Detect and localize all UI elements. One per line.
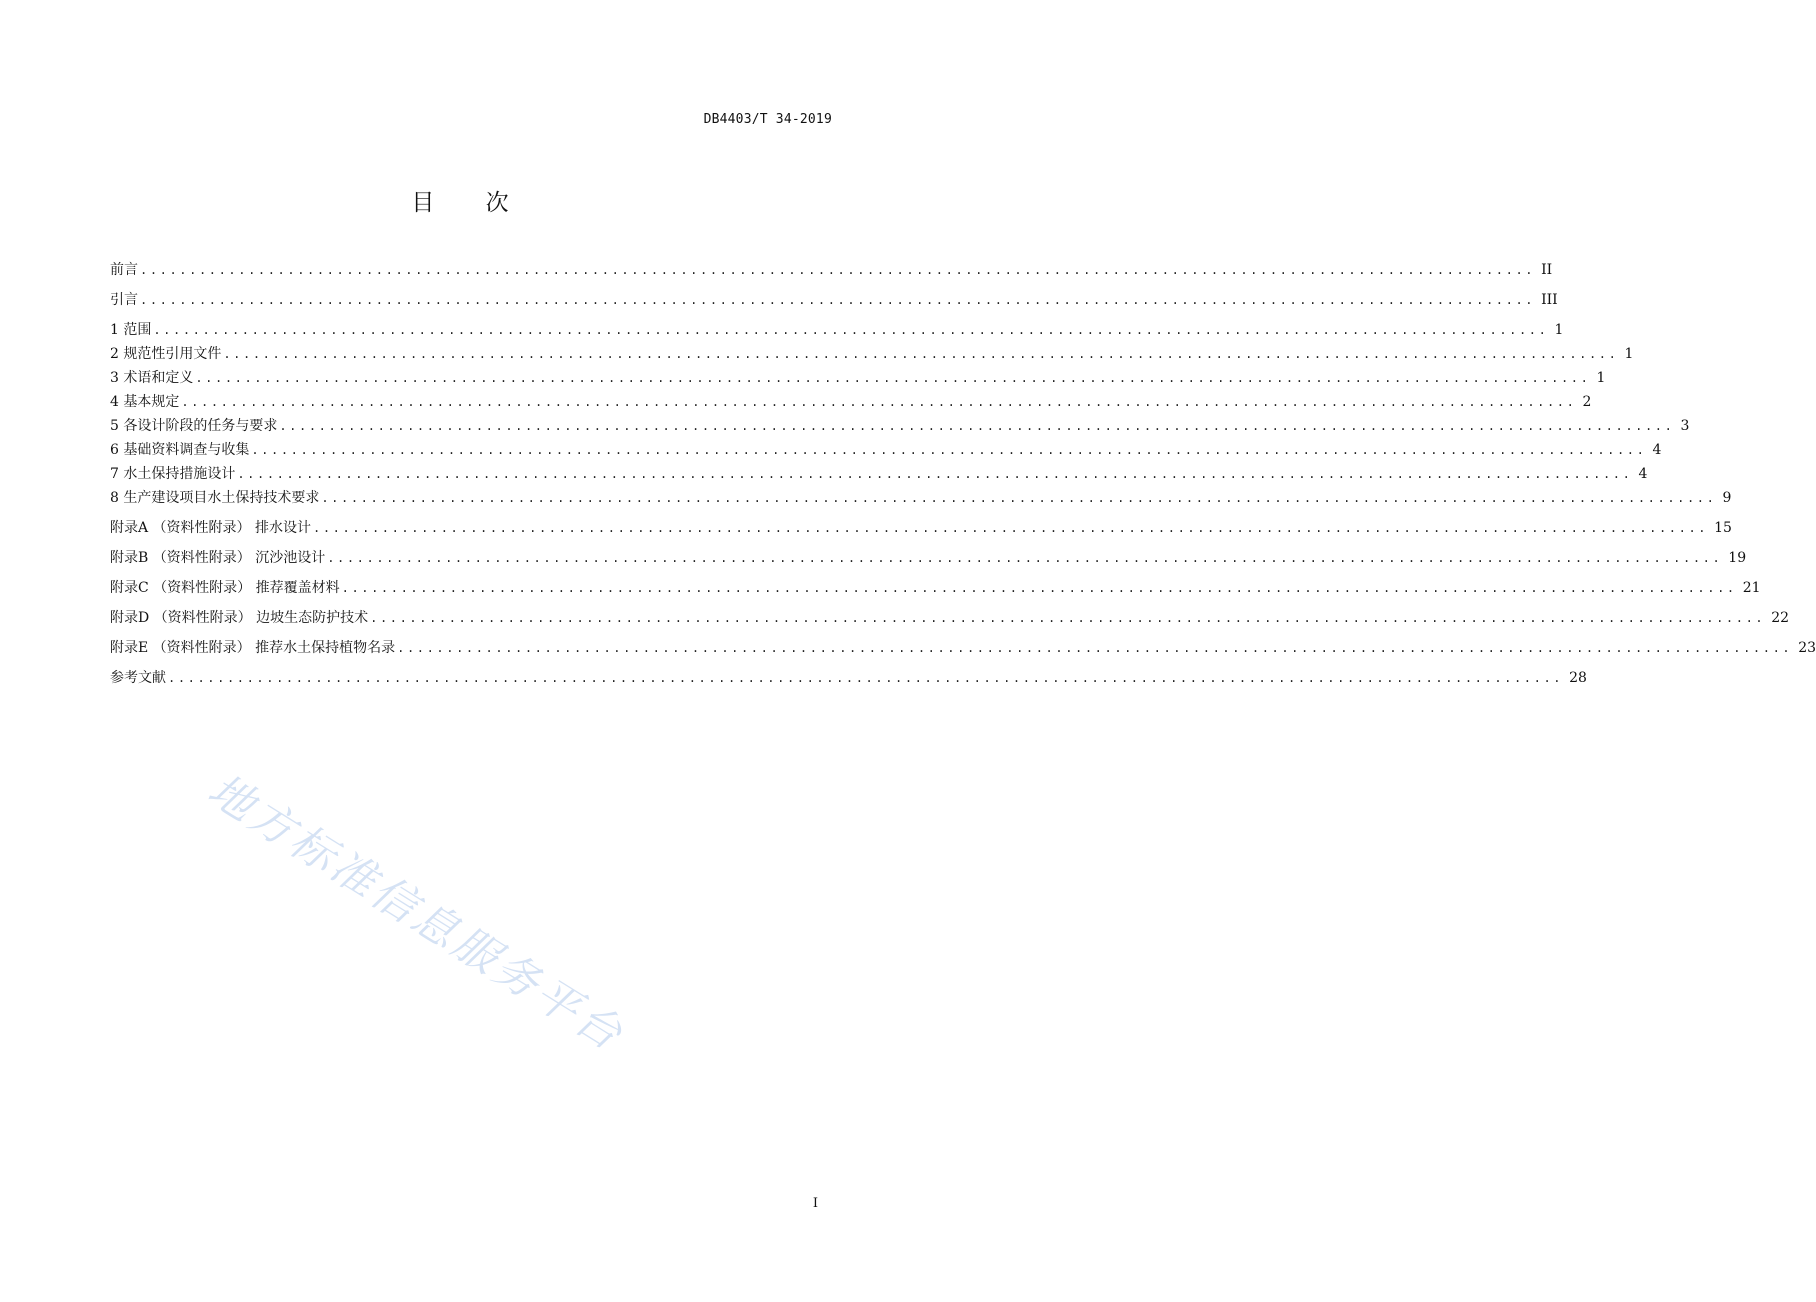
toc-entry-label: 6 基础资料调查与收集: [110, 442, 250, 458]
toc-entry-page: 19: [1728, 550, 1747, 566]
dot-leader: ..............................................................................................................................................: [251, 443, 1647, 457]
toc-entry-label: 附录D （资料性附录） 边坡生态防护技术: [110, 610, 369, 626]
toc-entry-page: 1: [1554, 322, 1564, 338]
toc-entry-label: 4 基本规定: [110, 394, 180, 410]
toc-entry-label: 附录A （资料性附录） 排水设计: [110, 520, 312, 536]
toc-title: 目 次: [411, 190, 531, 216]
page-number: I: [812, 1196, 818, 1211]
toc-entry-label: 附录C （资料性附录） 推荐覆盖材料: [110, 580, 340, 596]
dot-leader: ..............................................................................................................................................: [397, 641, 1793, 655]
watermark: 地方标准信息服务平台: [199, 764, 634, 1062]
toc-entry-appendix-b[interactable]: [110, 546, 1747, 570]
toc-entry-technical-requirements[interactable]: [110, 486, 1732, 510]
toc-entry-conservation-measures[interactable]: [110, 462, 1648, 486]
toc-entry-label: 附录E （资料性附录） 推荐水土保持植物名录: [110, 640, 396, 656]
toc-entry-page: 1: [1596, 370, 1606, 386]
dot-leader: ..............................................................................................................................................: [168, 671, 1564, 685]
toc-entry-page: 4: [1652, 442, 1662, 458]
toc-entry-page: 9: [1722, 490, 1732, 506]
toc-entry-appendix-d[interactable]: [110, 606, 1790, 630]
toc-entry-foreword[interactable]: [110, 258, 1553, 282]
dot-leader: ..............................................................................................................................................: [370, 611, 1766, 625]
toc-entry-appendix-c[interactable]: [110, 576, 1761, 600]
toc-entry-label: 引言: [110, 292, 138, 308]
dot-leader: ..............................................................................................................................................: [140, 293, 1536, 307]
toc-entry-label: 7 水土保持措施设计: [110, 466, 236, 482]
dot-leader: ..............................................................................................................................................: [153, 323, 1549, 337]
toc-entry-label: 8 生产建设项目水土保持技术要求: [110, 490, 320, 506]
dot-leader: ..............................................................................................................................................: [223, 347, 1619, 361]
dot-leader: ..............................................................................................................................................: [181, 395, 1577, 409]
toc-entry-appendix-e[interactable]: [110, 636, 1816, 660]
toc-entry-data-investigation[interactable]: [110, 438, 1662, 462]
toc-entry-page: 4: [1638, 466, 1648, 482]
toc-entry-introduction[interactable]: [110, 288, 1558, 312]
toc-entry-page: 2: [1582, 394, 1592, 410]
dot-leader: ..............................................................................................................................................: [140, 263, 1536, 277]
toc-entry-page: 21: [1742, 580, 1761, 596]
toc-entry-label: 5 各设计阶段的任务与要求: [110, 418, 278, 434]
toc-entry-bibliography[interactable]: [110, 666, 1587, 690]
toc-entry-basic-provisions[interactable]: [110, 390, 1592, 414]
toc-entry-page: 23: [1798, 640, 1816, 656]
toc-entry-page: II: [1541, 262, 1553, 278]
toc-entry-page: 3: [1680, 418, 1690, 434]
toc-entry-label: 前言: [110, 262, 138, 278]
toc-entry-page: 1: [1624, 346, 1634, 362]
toc-entry-page: III: [1541, 292, 1558, 308]
dot-leader: ..............................................................................................................................................: [195, 371, 1591, 385]
toc-entry-label: 2 规范性引用文件: [110, 346, 222, 362]
dot-leader: ..............................................................................................................................................: [327, 551, 1723, 565]
toc-entry-page: 28: [1569, 670, 1587, 686]
toc-entry-label: 3 术语和定义: [110, 370, 194, 386]
toc-entry-design-stages[interactable]: [110, 414, 1690, 438]
toc-entry-appendix-a[interactable]: [110, 516, 1732, 540]
toc-entry-label: 参考文献: [110, 670, 166, 686]
dot-leader: ..............................................................................................................................................: [313, 521, 1709, 535]
dot-leader: ..............................................................................................................................................: [321, 491, 1717, 505]
document-code: DB4403/T 34-2019: [703, 112, 832, 127]
toc-entry-scope[interactable]: [110, 318, 1564, 342]
toc-entry-terms-definitions[interactable]: [110, 366, 1606, 390]
dot-leader: ..............................................................................................................................................: [237, 467, 1633, 481]
toc-entry-label: 附录B （资料性附录） 沉沙池设计: [110, 550, 326, 566]
toc-entry-page: 22: [1771, 610, 1790, 626]
dot-leader: ..............................................................................................................................................: [341, 581, 1737, 595]
toc-entry-page: 15: [1714, 520, 1732, 536]
toc-entry-label: 1 范围: [110, 322, 152, 338]
table-of-contents: [110, 258, 1816, 690]
dot-leader: ..............................................................................................................................................: [279, 419, 1675, 433]
toc-entry-normative-references[interactable]: [110, 342, 1634, 366]
